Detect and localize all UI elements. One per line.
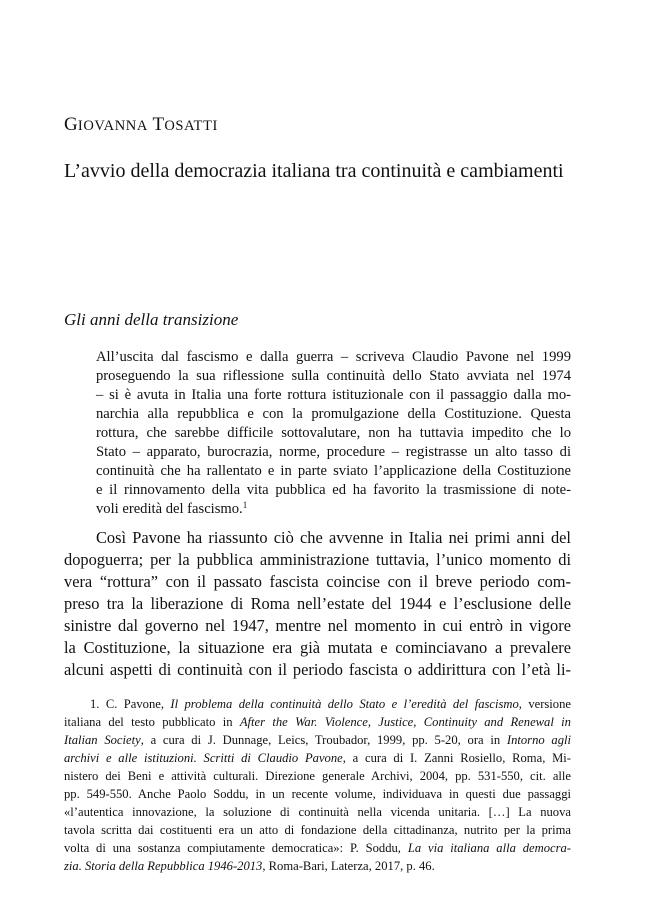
quote-last-text: voli eredità del fascismo.	[96, 501, 243, 517]
body-line: preso tra la liberazione di Roma nell’estate del 1944 e l’esclusione delle	[64, 594, 571, 613]
footnote-text: , a cura di J. Dunnage, Leics, Troubador, 1999, pp. 5-20, ora in	[140, 733, 507, 747]
footnote-line: «l’autentica innovazione, la soluzione di continuità nella vicenda unitaria. […] La nuova	[64, 805, 571, 819]
footnote-title: After the War. Violence, Justice, Continuity and Renewal in	[239, 715, 571, 729]
body-line: alcuni aspetti di continuità con il periodo fascista o addirittura con l’età li-	[64, 660, 571, 679]
quote-line: – si è avuta in Italia una forte rottura istituzionale con il passaggio dalla mo-	[96, 387, 571, 403]
quote-line: All’uscita dal fascismo e dalla guerra – scriveva Claudio Pavone nel 1999	[96, 349, 571, 365]
footnote-title: La via italiana alla democra-	[407, 841, 571, 855]
author-name	[64, 114, 218, 136]
footnote-line	[64, 841, 571, 856]
body-line: la Costituzione, la situazione era già mutata e cominciavano a prevalere	[64, 638, 571, 657]
footnote-title: Il problema della continuità dello Stato e l’eredità del fascismo	[170, 697, 519, 711]
footnote-line	[64, 715, 571, 730]
chapter-title: L’avvio della democrazia italiana tra continuità e cambiamenti	[64, 160, 564, 182]
footnote-title: Intorno agli	[506, 733, 572, 747]
quote-line: continuità che ha rallentato e in parte sviato l’applicazione della Costituzione	[96, 463, 571, 479]
footnote-line	[64, 859, 571, 874]
footnote-title: zia. Storia della Repubblica 1946-2013	[64, 859, 263, 873]
author-last-initial: T	[152, 114, 165, 135]
quote-line: rottura, che sarebbe difficile sottovalutare, non ha tuttavia impedito che lo	[96, 425, 571, 441]
quote-line	[96, 501, 571, 518]
quote-line: Stato – apparato, burocrazia, norme, procedure – registrasse un alto tasso di	[96, 444, 571, 460]
quote-line: e il rinnovamento della vita pubblica ed ha favorito la trasmissione di note-	[96, 482, 571, 498]
footnote-line: pp. 549-550. Anche Paolo Soddu, in un recente volume, individuava in questi due passaggi	[64, 787, 571, 801]
footnote-text: , versione	[518, 697, 571, 711]
footnote-text: , a cura di I. Zanni Rosiello, Roma, Mi-	[342, 751, 571, 765]
body-line: dopoguerra; per la pubblica amministrazione tuttavia, l’unico momento di	[64, 550, 571, 569]
body-line: vera “rottura” con il passato fascista coincise con il breve periodo com-	[64, 572, 571, 591]
section-heading: Gli anni della transizione	[64, 310, 239, 329]
footnote-line	[90, 697, 571, 712]
footnote-title: archivi e alle istituzioni. Scritti di Claudio Pavone	[64, 751, 343, 765]
footnote-title: Italian Society	[64, 733, 141, 747]
quote-line: proseguendo la sua riflessione sulla continuità dello Stato avviata nel 1974	[96, 368, 571, 384]
footnote-reference: 1	[242, 500, 248, 510]
body-line: Così Pavone ha riassunto ciò che avvenne in Italia nei primi anni del	[96, 528, 571, 547]
author-first-initial: G	[64, 114, 78, 135]
footnote-text: volta di una sostanza compiutamente democratica»: P. Soddu,	[64, 841, 408, 855]
body-line: sinistre dal governo nel 1947, mentre nel momento in cui entrò in vigore	[64, 616, 571, 635]
quote-line: narchia alla repubblica e con la promulgazione della Costituzione. Questa	[96, 406, 571, 422]
footnote-line	[64, 733, 571, 748]
footnote-line	[64, 751, 571, 766]
footnote-text: , Roma-Bari, Laterza, 2017, p. 46.	[262, 859, 435, 873]
author-first-rest: IOVANNA	[77, 118, 148, 134]
footnote-text: italiana del testo pubblicato in	[64, 715, 240, 729]
author-last-rest: OSATTI	[164, 118, 218, 134]
footnote-line: nistero dei Beni e attività culturali. Direzione generale Archivi, 2004, pp. 531-550, cit. alle	[64, 769, 571, 783]
footnote-line: tavola scritta dai costituenti era un atto di fondazione della cittadinanza, nutrito per la prima	[64, 823, 571, 837]
footnote-text: 1. C. Pavone,	[90, 697, 171, 711]
